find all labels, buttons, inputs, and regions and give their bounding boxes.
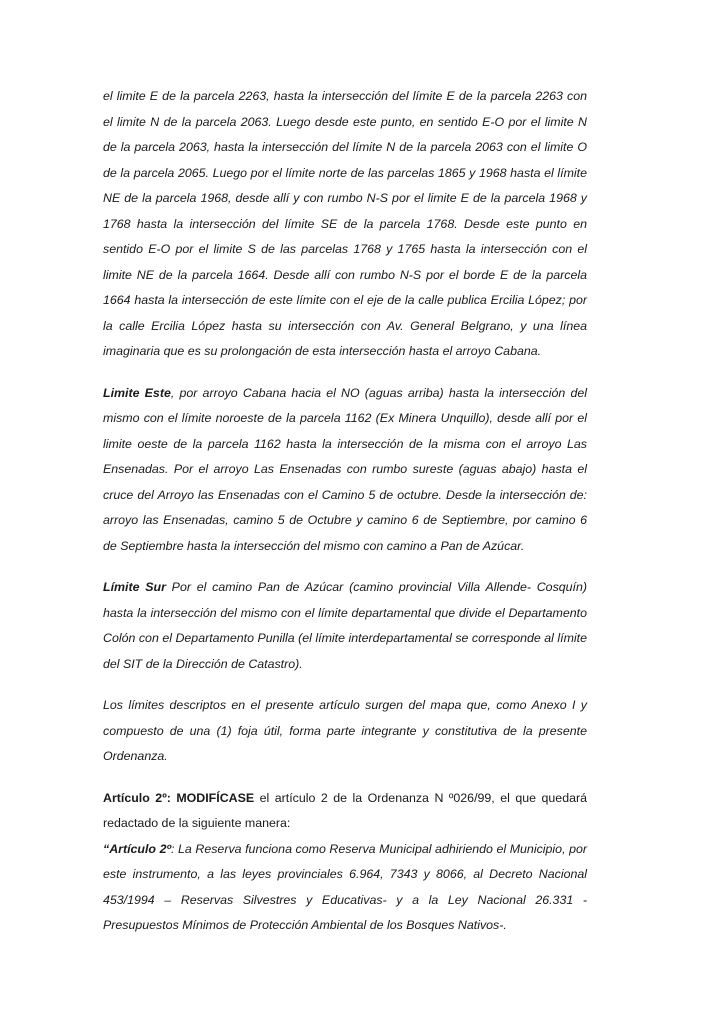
quote-text: : La Reserva funciona como Reserva Municipal adhiriendo el Municipio, por este instrumento, a las leyes provinciales 6.964, 7343 y 8066, al Decreto Nacional 453/1994 – Reservas Silvestres y Educativas- y a la Ley Nacional 26.331 -Presupuestos Mínimos de Protección Ambiental de los Bosques Nativos-. [103, 841, 587, 932]
quote-heading: “Artículo 2º [103, 841, 172, 856]
paragraph-limites-anexo: Los límites descriptos en el presente artículo surgen del mapa que, como Anexo I y compuesto de una (1) foja útil, forma parte integrante y constitutiva de la presente Ordenanza. [103, 698, 587, 763]
document-page [103, 84, 587, 939]
articulo-2-heading: Artículo 2º: MODIFÍCASE [103, 790, 255, 805]
paragraph-limite-este [103, 381, 587, 560]
limite-sur-text: Por el camino Pan de Azúcar (camino provincial Villa Allende- Cosquín) hasta la intersección del mismo con el límite departamental que divide el Departamento Colón con el Departamento Punilla (el límite interdepartamental se corresponde al límite del SIT de la Dirección de Catastro). [103, 580, 588, 671]
paragraph-articulo-2 [103, 786, 587, 837]
paragraph-limite-norte-cont: el limite E de la parcela 2263, hasta la intersección del límite E de la parcela 2263 con el limite N de la parcela 2063. Luego desde este punto, en sentido E-O por el limite N de la parcela 2063, hasta la intersección del límite N de la parcela 2063 con el limite O de la parcela 2065. Luego por el límite norte de las parcelas 1865 y 1968 hasta el límite NE de la parcela 1968, desde allí y con rumbo N-S por el limite E de la parcela 1968 y 1768 hasta la intersección del límite SE de la parcela 1768. Desde este punto en sentido E-O por el limite S de las parcelas 1768 y 1765 hasta la intersección con el limite NE de la parcela 1664. Desde allí con rumbo N-S por el borde E de la parcela 1664 hasta la intersección de este límite con el eje de la calle publica Ercilia López; por la calle Ercilia López hasta su intersección con Av. General Belgrano, y una línea imaginaria que es su prolongación de esta intersección hasta el arroyo Cabana. [103, 89, 587, 358]
paragraph-articulo-2-quote [103, 837, 587, 939]
paragraph-gap [103, 677, 587, 693]
limite-sur-heading: Límite Sur [103, 580, 166, 594]
paragraph-gap [103, 365, 587, 381]
limite-este-text: , por arroyo Cabana hacia el NO (aguas arriba) hasta la intersección del mismo con el límite noroeste de la parcela 1162 (Ex Minera Unquillo), desde allí por el limite oeste de la parcela 1162 hasta la intersección de la misma con el arroyo Las Ensenadas. Por el arroyo Las Ensenadas con rumbo sureste (aguas abajo) hasta el cruce del Arroyo las Ensenadas con el Camino 5 de octubre. Desde la intersección de: arroyo las Ensenadas, camino 5 de Octubre y camino 6 de Septiembre, por camino 6 de Septiembre hasta la intersección del mismo con camino a Pan de Azúcar. [103, 385, 587, 553]
articulo-2-text: el artículo 2 de la Ordenanza N º026/99, el que quedará redactado de la siguiente manera: [103, 790, 587, 830]
paragraph-gap [103, 770, 587, 786]
paragraph-gap [103, 559, 587, 575]
paragraph-limite-sur [103, 575, 587, 677]
limite-este-heading: Limite Este [103, 385, 171, 400]
